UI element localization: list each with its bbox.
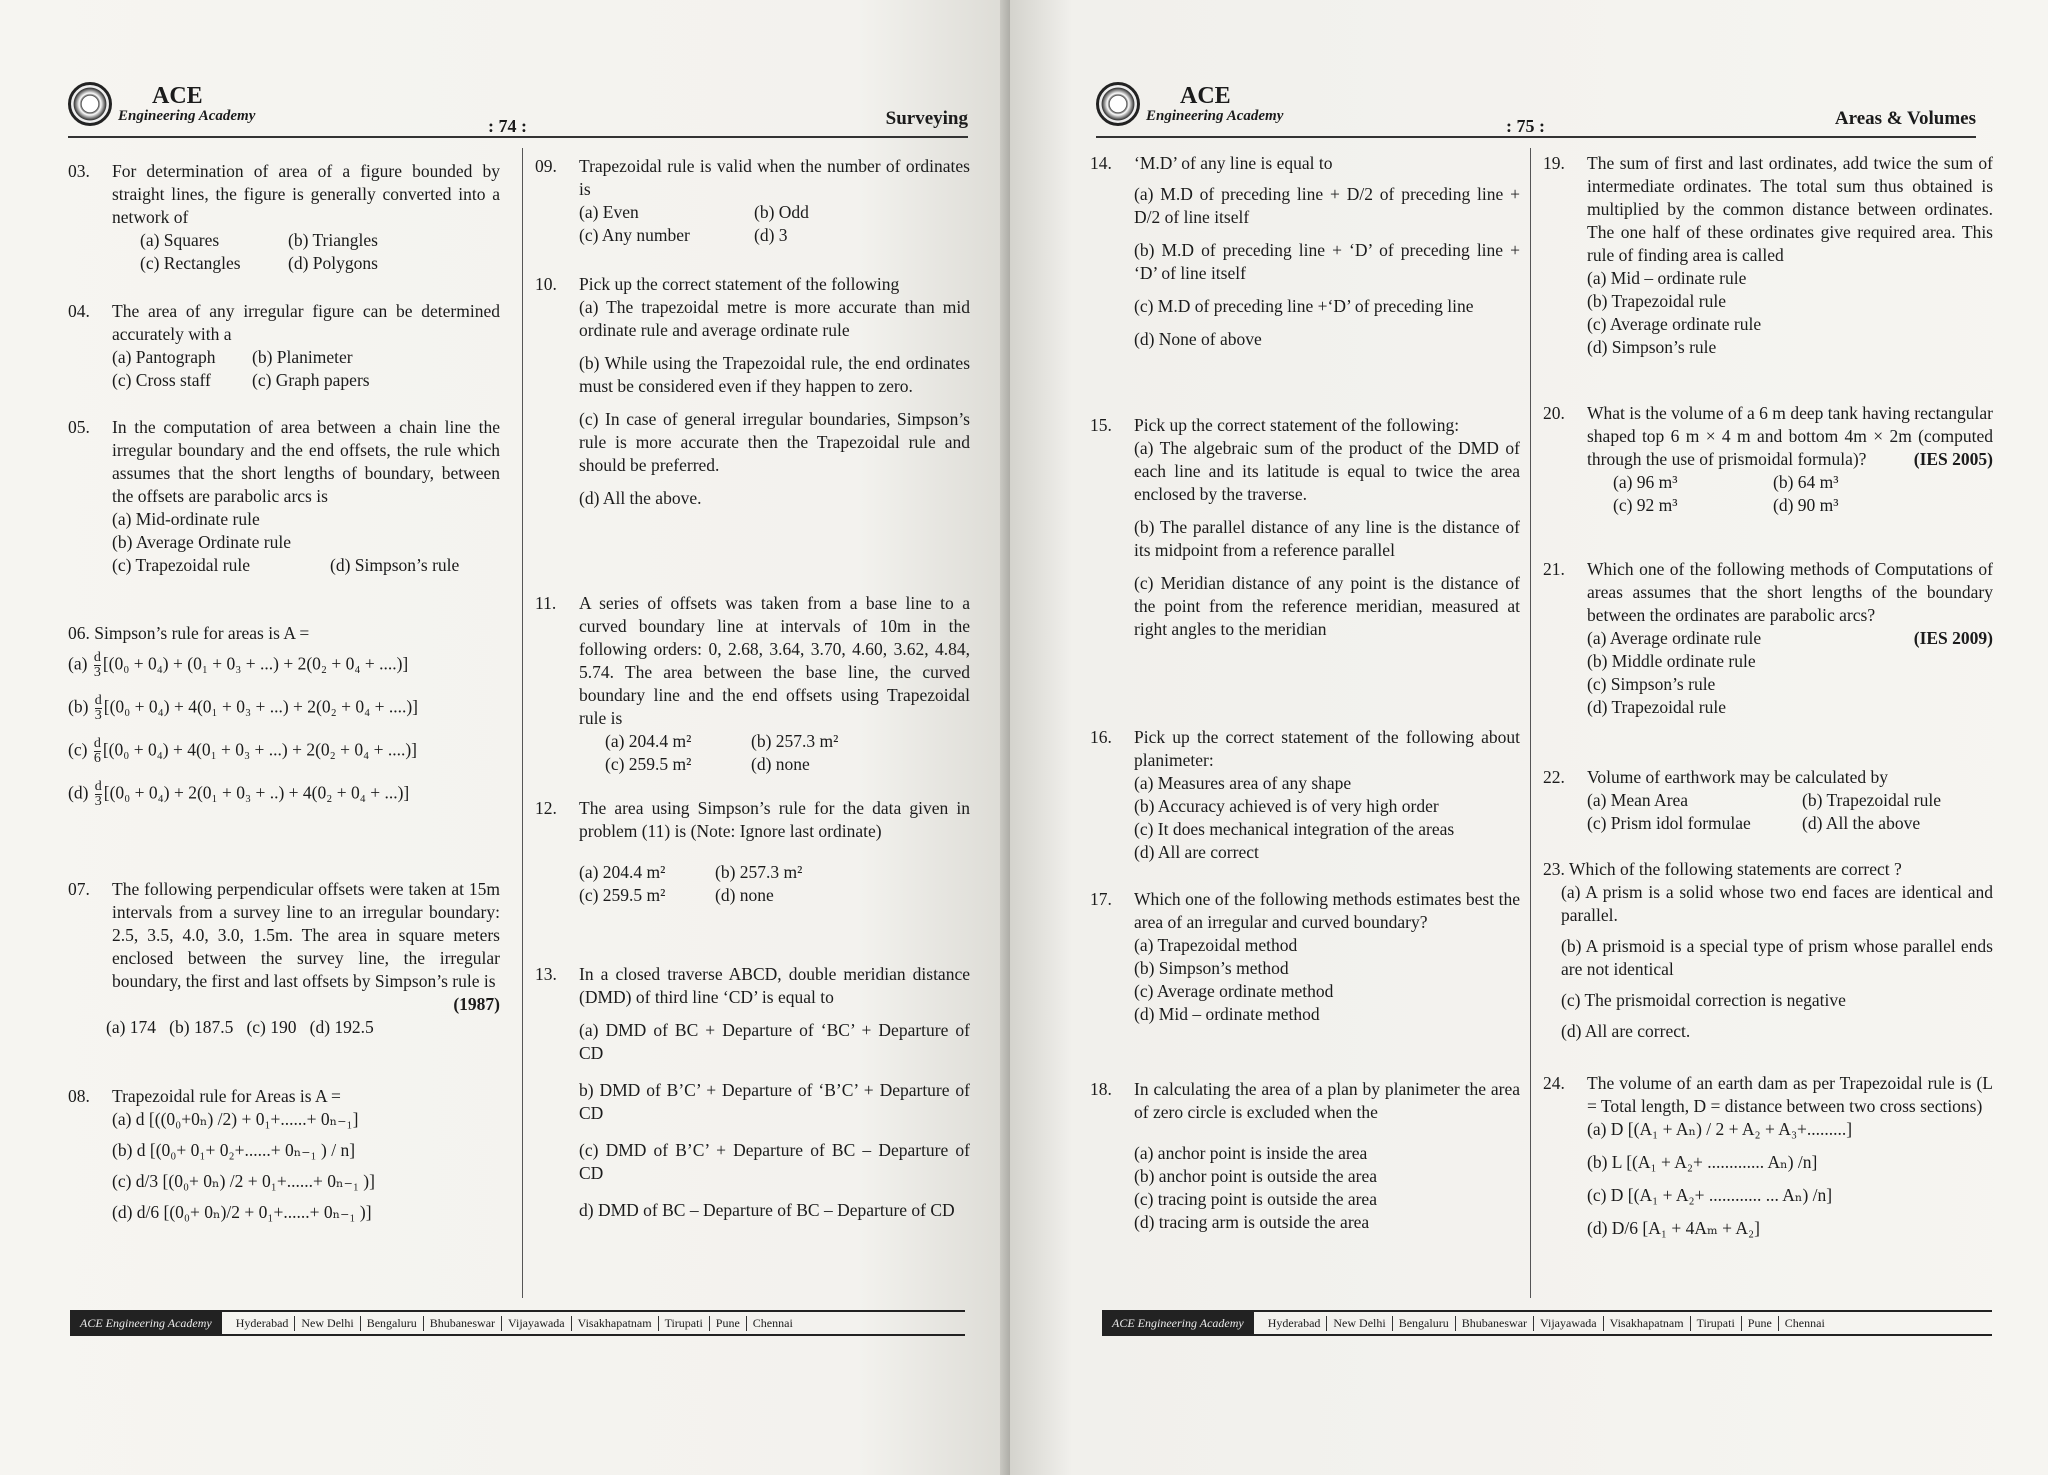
question-23: 23. Which of the following statements are correct ? (a) A prism is a solid whose two end faces are identical and parallel. (b) A prismoid is a special type of prism whose parallel ends are not identical (c) The prismoidal correction is negative (d) All are correct.	[1543, 859, 1993, 1041]
option-d: d) DMD of BC – Departure of BC – Departure of CD	[579, 1200, 955, 1220]
option-b: (b) Accuracy achieved is of very high order	[1134, 796, 1439, 816]
option-b: (b) The parallel distance of any line is the distance of its midpoint from a reference parallel	[1134, 517, 1520, 560]
option-c: (c) Cross staff	[112, 370, 211, 390]
exam-reference: (IES 2005)	[1913, 449, 1993, 469]
question-text: The area of any irregular figure can be determined accurately with a	[112, 301, 500, 344]
question-03: 03. For determination of area of a figure bounded by straight lines, the figure is generally converted into a network of (a) Squares (b) Triangles (c) Rectangles (d) Polygons	[68, 161, 500, 273]
question-06	[68, 622, 500, 837]
option-d: (d) Simpson’s rule	[1587, 337, 1717, 357]
option-c: (c) The prismoidal correction is negative	[1561, 990, 1846, 1010]
exam-reference: (1987)	[453, 994, 500, 1014]
option-c: (c) Prism idol formulae	[1587, 813, 1751, 833]
question-text: The sum of first and last ordinates, add twice the sum of intermediate ordinates. The total sum thus obtained is multiplied by the common distance between ordinates. The one half of these ordinates give required area. This rule of finding area is called	[1587, 153, 1993, 265]
question-08: 08. Trapezoidal rule for Areas is A = (a) d [((0₀+0ₙ) /2) + 0₁+......+ 0ₙ₋₁] (b) d [(0₀+ 0₁+ 0₂+......+ 0ₙ₋₁ ) / n] (c) d/3 [(0₀+ 0ₙ) /2 + 0₁+......+ 0ₙ₋₁ )] (d) d/6 [(0₀+ 0ₙ)/2 + 0₁+......+ 0ₙ₋₁ )]	[68, 1085, 500, 1235]
option-d: (d) All are correct	[1134, 842, 1259, 862]
option-a: (a) The algebraic sum of the product of the DMD of each line and its latitude is equal to twice the area enclosed by the traverse.	[1134, 438, 1520, 504]
footer-city: Bhubaneswar	[1455, 1316, 1533, 1331]
option-c: (c) Simpson’s rule	[1587, 674, 1716, 694]
page-header	[1096, 78, 1976, 138]
question-22: 22. Volume of earthwork may be calculated by (a) Mean Area (b) Trapezoidal rule (c) Prism idol formulae (d) All the above	[1543, 767, 1941, 833]
question-text: The following perpendicular offsets were taken at 15m intervals from a survey line to an irregular boundary: 2.5, 3.5, 4.0, 3.0, 1.5m. The area in square meters enclosed between the survey line, the irregular boundary, the first and last offsets by Simpson’s rule is	[112, 879, 500, 991]
question-20: 20. What is the volume of a 6 m deep tank having rectangular shaped top 6 m × 4 m and bottom 4m × 2m (computed through the use of prismoidal formula)? (IES 2005) (a) 96 m³ (b) 64 m³ (c) 92 m³ (d) 90 m³	[1543, 403, 1993, 515]
option-a: (a) Mid – ordinate rule	[1587, 268, 1747, 288]
question-text: Which one of the following methods of Computations of areas assumes that the short lengths of the boundary between the ordinates are parabolic arcs?	[1587, 559, 1993, 625]
option-c: (c) 259.5 m²	[579, 885, 666, 905]
footer-city: Chennai	[1778, 1316, 1831, 1331]
ace-logo-icon	[1096, 82, 1140, 126]
brand	[118, 84, 255, 124]
question-18: 18. In calculating the area of a plan by planimeter the area of zero circle is excluded when the (a) anchor point is inside the area (b) anchor point is outside the area (c) tracing point is outside the area (d) tracing arm is outside the area	[1090, 1079, 1520, 1232]
option-a: (a) A prism is a solid whose two end faces are identical and parallel.	[1561, 882, 1993, 925]
footer-city: Pune	[1741, 1316, 1778, 1331]
option-b: b) DMD of B’C’ + Departure of ‘B’C’ + Departure of CD	[579, 1080, 970, 1123]
question-17: 17. Which one of the following methods estimates best the area of an irregular and curved boundary? (a) Trapezoidal method (b) Simpson’s method (c) Average ordinate method (d) Mid – ordinate method	[1090, 889, 1520, 1024]
option-a: (a) 96 m³	[1613, 472, 1678, 492]
option-a: (a) Measures area of any shape	[1134, 773, 1352, 793]
option-d: (d) 90 m³	[1773, 495, 1839, 515]
option-a: (a) Pantograph	[112, 347, 216, 367]
question-04: 04. The area of any irregular figure can be determined accurately with a (a) Pantograph (b) Planimeter (c) Cross staff (c) Graph papers	[68, 301, 500, 390]
question-24: 24. The volume of an earth dam as per Trapezoidal rule is (L = Total length, D = distance between two cross sections) (a) D [(A₁ + Aₙ) / 2 + A₂ + A₃+.........] (b) L [(A₁ + A₂+ ............. Aₙ) /n] (c) D [(A₁ + A₂+ ............ ... Aₙ) /n] (d) D/6 [A₁ + 4Aₘ + A₂]	[1543, 1073, 1993, 1238]
column-divider	[1530, 148, 1531, 1298]
option-d: (d) Simpson’s rule	[330, 555, 460, 575]
question-text: For determination of area of a figure bounded by straight lines, the figure is generally converted into a network of	[112, 161, 500, 227]
footer-city: Tirupati	[1690, 1316, 1741, 1331]
option-d: (d) None of above	[1134, 329, 1262, 349]
question-text: Pick up the correct statement of the following:	[1134, 415, 1460, 435]
footer-city: Pune	[709, 1316, 746, 1331]
option-c: (c) Average ordinate method	[1134, 981, 1334, 1001]
option-d: (d) Polygons	[288, 253, 378, 273]
question-text: Pick up the correct statement of the following about planimeter:	[1134, 727, 1520, 770]
option-a: (a) DMD of BC + Departure of ‘BC’ + Departure of CD	[579, 1020, 970, 1063]
footer-city: Tirupati	[658, 1316, 709, 1331]
option-d: (d) All the above	[1802, 813, 1921, 833]
option-b: (b) While using the Trapezoidal rule, the end ordinates must be considered even if they happen to zero.	[579, 353, 970, 396]
option-b: (b) Average Ordinate rule	[112, 532, 291, 552]
option-c: (c) $\frac{d}{6}$ [(0₀ + 0₄) + 4(0₁ + 0₃ + ...) + 2(0₂ + 0₄ + ....)]	[68, 736, 418, 766]
footer-city: Chennai	[746, 1316, 799, 1331]
option-c: (c) M.D of preceding line +‘D’ of preceding line	[1134, 296, 1474, 316]
question-text: In the computation of area between a chain line the irregular boundary and the end offsets, the rule which assumes that the short lengths of boundary, between the offsets are parabolic arcs is	[112, 417, 500, 506]
footer-city: Visakhapatnam	[1603, 1316, 1690, 1331]
question-11: 11. A series of offsets was taken from a base line to a curved boundary line at intervals of 10m in the following orders: 0, 2.68, 3.64, 3.70, 4.60, 3.62, 4.84, 5.74. The area between the base line, the curved boundary line and the end offsets using Trapezoidal rule is (a) 204.4 m² (b) 257.3 m² (c) 259.5 m² (d) none	[535, 593, 970, 774]
question-text: What is the volume of a 6 m deep tank having rectangular shaped top 6 m × 4 m and bottom 4m × 2m (computed through the use of prismoidal formula)?	[1587, 403, 1993, 469]
option-d: (d) d/6 [(0₀+ 0ₙ)/2 + 0₁+......+ 0ₙ₋₁ )]	[112, 1202, 372, 1222]
option-a: (a) Trapezoidal method	[1134, 935, 1298, 955]
question-text: A series of offsets was taken from a base line to a curved boundary line at intervals of 10m in the following orders: 0, 2.68, 3.64, 3.70, 4.60, 3.62, 4.84, 5.74. The area between the base line, the curved boundary line and the end offsets using Trapezoidal rule is	[579, 593, 970, 728]
option-b: (b) Trapezoidal rule	[1587, 291, 1726, 311]
question-13: 13. In a closed traverse ABCD, double meridian distance (DMD) of third line ‘CD’ is equal to (a) DMD of BC + Departure of ‘BC’ + Departure of CD b) DMD of B’C’ + Departure of ‘B’C’ + Departure of CD (c) DMD of B’C’ + Departure of BC – Departure of CD d) DMD of BC – Departure of BC – Departure of CD	[535, 964, 970, 1220]
option-a: (a) 204.4 m²	[579, 862, 666, 882]
question-text: 06. Simpson’s rule for areas is A =	[68, 623, 310, 643]
option-a: (a) M.D of preceding line + D/2 of preceding line + D/2 of line itself	[1134, 184, 1520, 227]
question-09: 09. Trapezoidal rule is valid when the number of ordinates is (a) Even (b) Odd (c) Any number (d) 3	[535, 156, 970, 245]
option-b: (b) d [(0₀+ 0₁+ 0₂+......+ 0ₙ₋₁ ) / n]	[112, 1140, 356, 1160]
option-b: (b) $\frac{d}{3}$ [(0₀ + 0₄) + 4(0₁ + 0₃ + ...) + 2(0₂ + 0₄ + ....)]	[68, 693, 418, 723]
question-07: 07. The following perpendicular offsets were taken at 15m intervals from a survey line to an irregular boundary: 2.5, 3.5, 4.0, 3.0, 1.5m. The area in square meters enclosed between the survey line, the irregular boundary, the first and last offsets by Simpson’s rule is (1987) (a) 174 (b) 187.5 (c) 190 (d) 192.5	[68, 879, 500, 1037]
option-a: (a) anchor point is inside the area	[1134, 1143, 1368, 1163]
option-c: (c) Any number	[579, 225, 690, 245]
option-d: (d) $\frac{d}{3}$ [(0₀ + 0₄) + 2(0₁ + 0₃ + ..) + 4(0₂ + 0₄ + ...)]	[68, 779, 410, 809]
option-a: (a) 204.4 m²	[605, 731, 692, 751]
option-d: (d) none	[715, 885, 774, 905]
option-a: (a) The trapezoidal metre is more accurate than mid ordinate rule and average ordinate rule	[579, 297, 970, 340]
question-text: Pick up the correct statement of the following	[579, 274, 900, 294]
footer-city: New Delhi	[294, 1316, 359, 1331]
option-d: (d) All the above.	[579, 488, 702, 508]
option-a: (a) Mean Area	[1587, 790, 1689, 810]
question-10: 10. Pick up the correct statement of the following (a) The trapezoidal metre is more accurate than mid ordinate rule and average ordinate rule (b) While using the Trapezoidal rule, the end ordinates must be considered even if they happen to zero. (c) In case of general irregular boundaries, Simpson’s rule is more accurate then the Trapezoidal rule and should be preferred. (d) All the above.	[535, 274, 970, 508]
option-d: (d) 3	[754, 225, 788, 245]
page-number: : 74 :	[488, 116, 527, 136]
brand-ace: ACE	[1180, 83, 1231, 109]
question-text: Trapezoidal rule is valid when the number of ordinates is	[579, 156, 970, 199]
option-b: (b) 257.3 m²	[715, 862, 803, 882]
option-b: (b) Simpson’s method	[1134, 958, 1289, 978]
option-c: (c) It does mechanical integration of the areas	[1134, 819, 1455, 839]
footer-brand: ACE Engineering Academy	[1102, 1312, 1254, 1334]
option-b: (b) A prismoid is a special type of prism whose parallel ends are not identical	[1561, 936, 1993, 979]
question-text: The volume of an earth dam as per Trapezoidal rule is (L = Total length, D = distance between two cross sections)	[1587, 1073, 1993, 1116]
page-footer	[70, 1310, 965, 1336]
page-number: : 75 :	[1506, 116, 1545, 136]
brand-sub: Engineering Academy	[1146, 108, 1284, 124]
option-c: (c) D [(A₁ + A₂+ ............ ... Aₙ) /n]	[1587, 1185, 1833, 1205]
footer-city: Bengaluru	[1392, 1316, 1455, 1331]
option-a: (a) Even	[579, 202, 639, 222]
question-text: The area using Simpson’s rule for the data given in problem (11) is (Note: Ignore last ordinate)	[579, 798, 970, 841]
exam-reference: (IES 2009)	[1913, 628, 1993, 648]
left-page	[0, 0, 1010, 1475]
option-c: (c) Trapezoidal rule	[112, 555, 251, 575]
option-c: (c) 92 m³	[1613, 495, 1678, 515]
question-text: Which one of the following methods estimates best the area of an irregular and curved boundary?	[1134, 889, 1520, 932]
option-d: (d) All are correct.	[1561, 1021, 1691, 1041]
option-d: (d) Trapezoidal rule	[1587, 697, 1726, 717]
question-21: 21. Which one of the following methods of Computations of areas assumes that the short lengths of the boundary between the ordinates are parabolic arcs? (IES 2009) (a) Average ordinate rule (b) Middle ordinate rule (c) Simpson’s rule (d) Trapezoidal rule	[1543, 559, 1993, 717]
question-05: 05. In the computation of area between a chain line the irregular boundary and the end offsets, the rule which assumes that the short lengths of boundary, between the offsets are parabolic arcs is (a) Mid-ordinate rule (b) Average Ordinate rule (c) Trapezoidal rule (d) Simpson’s rule	[68, 417, 500, 575]
option-b: (b) L [(A₁ + A₂+ ............. Aₙ) /n]	[1587, 1152, 1818, 1172]
option-b: (b) Trapezoidal rule	[1802, 790, 1941, 810]
page-subject: Surveying	[885, 108, 968, 129]
option-b: (b) 257.3 m²	[751, 731, 839, 751]
footer-city: New Delhi	[1326, 1316, 1391, 1331]
ace-logo-icon	[68, 82, 112, 126]
question-text: In calculating the area of a plan by planimeter the area of zero circle is excluded when the	[1134, 1079, 1520, 1122]
option-b: (b) Triangles	[288, 230, 378, 250]
option-c: (c) 259.5 m²	[605, 754, 692, 774]
option-b: (b) anchor point is outside the area	[1134, 1166, 1377, 1186]
question-12: 12. The area using Simpson’s rule for the data given in problem (11) is (Note: Ignore last ordinate) (a) 204.4 m² (b) 257.3 m² (c) 259.5 m² (d) none	[535, 798, 970, 905]
footer-city: Visakhapatnam	[571, 1316, 658, 1331]
option-b: (b) M.D of preceding line + ‘D’ of preceding line + ‘D’ of line itself	[1134, 240, 1520, 283]
option-c: (c) Meridian distance of any point is the distance of the point from the reference meridian, measured at right angles to the meridian	[1134, 573, 1520, 639]
option-b: (b) Planimeter	[252, 347, 353, 367]
option-a: (a) Average ordinate rule	[1587, 628, 1762, 648]
brand	[1146, 84, 1283, 124]
question-16: 16. Pick up the correct statement of the following about planimeter: (a) Measures area of any shape (b) Accuracy achieved is of very high order (c) It does mechanical integration of the areas (d) All are correct	[1090, 727, 1520, 862]
option-c: (c) tracing point is outside the area	[1134, 1189, 1377, 1209]
footer-city: Hyderabad	[235, 1315, 289, 1330]
option-a: (a) D [(A₁ + Aₙ) / 2 + A₂ + A₃+.........]	[1587, 1119, 1853, 1139]
question-text: Which of the following statements are correct ?	[1568, 859, 1902, 879]
options: (a) 174 (b) 187.5 (c) 190 (d) 192.5	[106, 1017, 374, 1037]
option-c: (c) In case of general irregular boundaries, Simpson’s rule is more accurate then the Trapezoidal rule and should be preferred.	[579, 409, 970, 475]
question-14: 14. ‘M.D’ of any line is equal to (a) M.D of preceding line + D/2 of preceding line + D/2 of line itself (b) M.D of preceding line + ‘D’ of preceding line + ‘D’ of line itself (c) M.D of preceding line +‘D’ of preceding line (d) None of above	[1090, 153, 1520, 349]
option-c: (c) Average ordinate rule	[1587, 314, 1762, 334]
option-c: (c) d/3 [(0₀+ 0ₙ) /2 + 0₁+......+ 0ₙ₋₁ )]	[112, 1171, 375, 1191]
option-b: (b) Odd	[754, 202, 809, 222]
option-d: (d) none	[751, 754, 810, 774]
footer-city: Bengaluru	[360, 1316, 423, 1331]
option-d: (d) tracing arm is outside the area	[1134, 1212, 1370, 1232]
column-divider	[522, 148, 523, 1298]
question-text: Trapezoidal rule for Areas is A =	[112, 1086, 341, 1106]
question-text: ‘M.D’ of any line is equal to	[1134, 153, 1333, 173]
footer-city: Hyderabad	[1267, 1315, 1321, 1330]
option-b: (b) 64 m³	[1773, 472, 1839, 492]
brand-sub: Engineering Academy	[118, 108, 256, 124]
right-page	[1010, 0, 2048, 1475]
page-subject: Areas & Volumes	[1834, 108, 1976, 129]
page-footer	[1102, 1310, 1992, 1336]
option-d: (d) Mid – ordinate method	[1134, 1004, 1320, 1024]
question-text: Volume of earthwork may be calculated by	[1587, 767, 1888, 787]
footer-brand: ACE Engineering Academy	[70, 1312, 222, 1334]
option-c: (c) DMD of B’C’ + Departure of BC – Departure of CD	[579, 1140, 970, 1183]
option-a: (a) d [((0₀+0ₙ) /2) + 0₁+......+ 0ₙ₋₁]	[112, 1109, 359, 1129]
option-a: (a) Squares	[140, 230, 220, 250]
page-header	[68, 78, 968, 138]
option-a: (a) $\frac{d}{3}$ [(0₀ + 0₄) + (0₁ + 0₃ + ...) + 2(0₂ + 0₄ + ....)]	[68, 650, 409, 680]
footer-city: Vijayawada	[501, 1316, 571, 1331]
footer-city: Bhubaneswar	[423, 1316, 501, 1331]
option-b: (b) Middle ordinate rule	[1587, 651, 1756, 671]
question-15: 15. Pick up the correct statement of the following: (a) The algebraic sum of the product of the DMD of each line and its latitude is equal to twice the area enclosed by the traverse. (b) The parallel distance of any line is the distance of its midpoint from a reference parallel (c) Meridian distance of any point is the distance of the point from the reference meridian, measured at right angles to the meridian	[1090, 415, 1520, 639]
brand-ace: ACE	[152, 83, 203, 109]
option-a: (a) Mid-ordinate rule	[112, 509, 260, 529]
question-19: 19. The sum of first and last ordinates, add twice the sum of intermediate ordinates. The total sum thus obtained is multiplied by the common distance between ordinates. The one half of these ordinates give required area. This rule of finding area is called (a) Mid – ordinate rule (b) Trapezoidal rule (c) Average ordinate rule (d) Simpson’s rule	[1543, 153, 1993, 357]
question-text: In a closed traverse ABCD, double meridian distance (DMD) of third line ‘CD’ is equal to	[579, 964, 970, 1007]
option-d: (c) Graph papers	[252, 370, 370, 390]
footer-city: Vijayawada	[1533, 1316, 1603, 1331]
option-d: (d) D/6 [A₁ + 4Aₘ + A₂]	[1587, 1218, 1760, 1238]
option-c: (c) Rectangles	[140, 253, 241, 273]
